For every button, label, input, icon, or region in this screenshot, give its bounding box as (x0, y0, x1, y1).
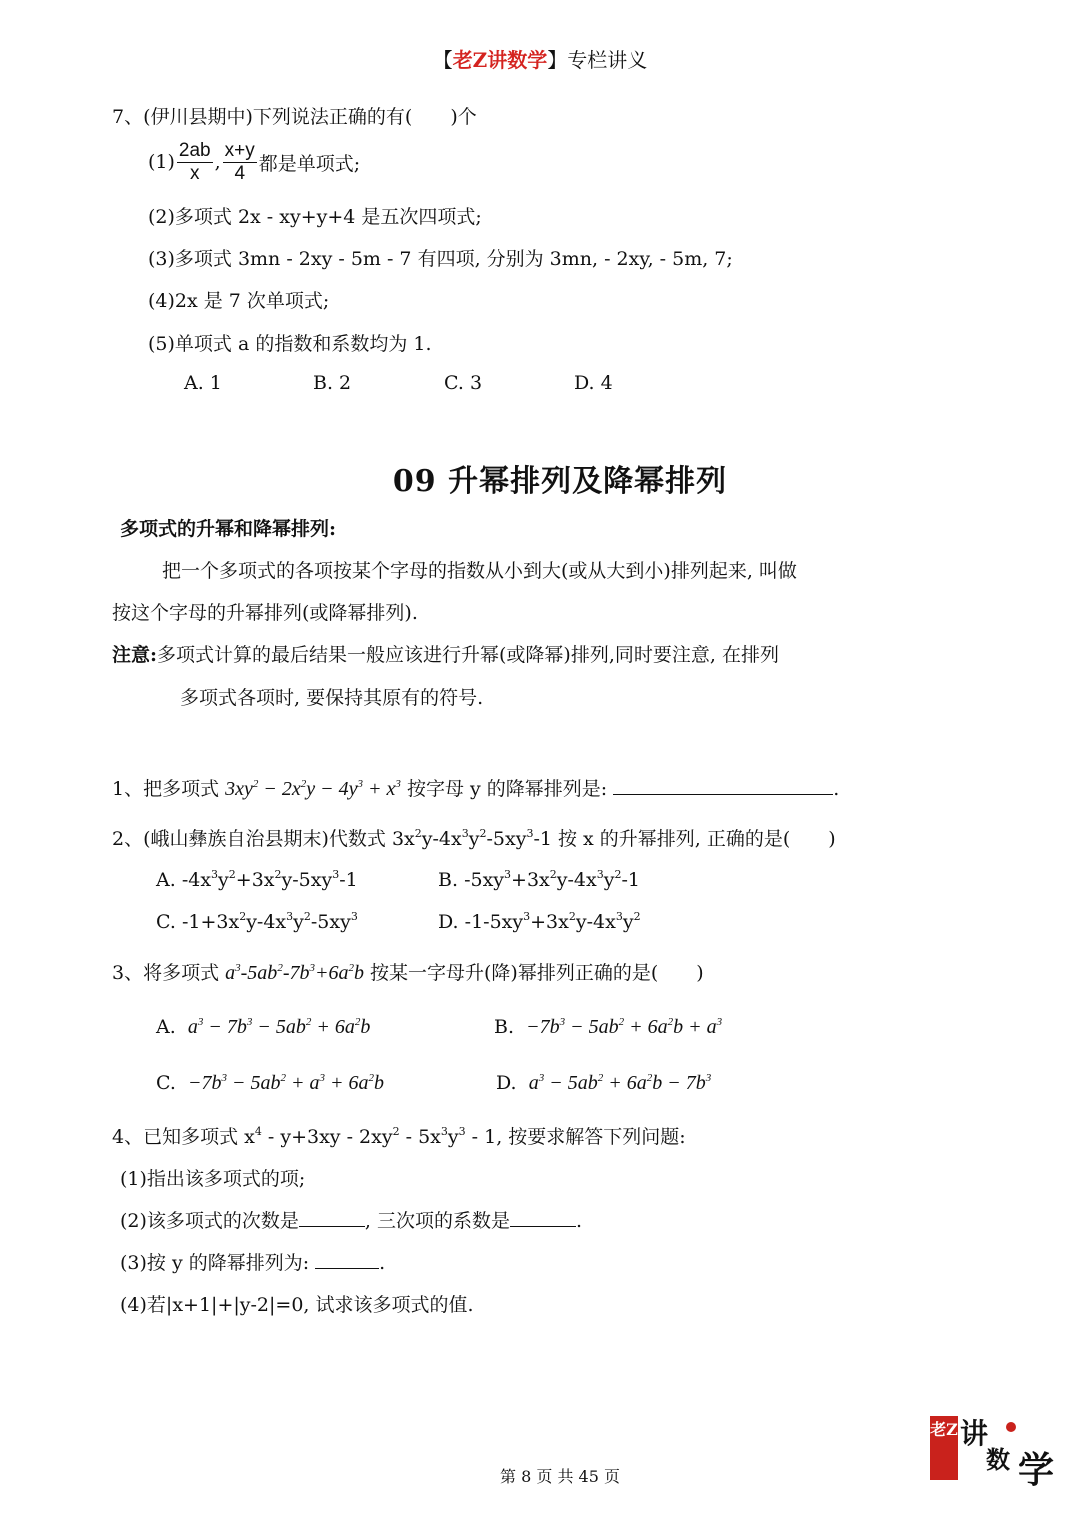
option-part: y-4x (246, 911, 287, 933)
q7-option-d: D. 4 (574, 372, 613, 394)
option-part: -5xy (310, 911, 351, 933)
exponent: 3 (246, 1016, 253, 1028)
q4-stem-part: 4、已知多项式 x (112, 1126, 255, 1148)
q7-option-c: C. 3 (444, 372, 483, 394)
exponent: 2 (354, 1016, 361, 1028)
exponent: 2 (549, 868, 557, 881)
exponent: 3 (211, 868, 219, 881)
note-label: 注意: (112, 644, 158, 666)
option-part: +3x (530, 911, 569, 933)
option-expression (188, 1016, 371, 1038)
exponent: 2 (618, 1016, 625, 1028)
fraction-numerator: 2ab (178, 140, 211, 161)
exponent: 3 (309, 962, 315, 974)
term: a (528, 1072, 539, 1094)
exponent: 2 (305, 1016, 312, 1028)
exponent: 2 (300, 778, 307, 790)
q1-prefix: 1、把多项式 (112, 778, 226, 800)
q3-option-d (496, 1072, 711, 1095)
q4-s3-text: (3)按 y 的降幂排列为: (120, 1252, 316, 1274)
answer-blank[interactable] (299, 1210, 365, 1227)
exponent: 2 (274, 868, 282, 881)
term: − 5ab (544, 1072, 598, 1094)
section-heading: 多项式的升幂和降幂排列: (120, 518, 337, 540)
option-part: y-5xy (281, 869, 333, 891)
exponent: 3 (716, 1016, 723, 1028)
q2-stem-part: y-4x (421, 828, 462, 850)
term: − 7b (203, 1016, 247, 1038)
option-label: A. (156, 1016, 176, 1038)
q3-suffix: 按某一字母升(降)幂排列正确的是( ) (363, 962, 704, 984)
q7-statement-5: (5)单项式 a 的指数和系数均为 1. (148, 333, 432, 355)
seal-dot (1006, 1422, 1016, 1432)
exponent: 2 (239, 910, 247, 923)
option-part: y-4x (556, 869, 597, 891)
note-text-1: 多项式计算的最后结果一般应该进行升幂(或降幂)排列,同时要注意, 在排列 (157, 644, 779, 666)
term: − 2x (258, 778, 301, 800)
term: a (187, 1016, 198, 1038)
term: b + a (673, 1016, 717, 1038)
exponent: 2 (479, 827, 487, 840)
q7-stem: 7、(伊川县期中)下列说法正确的有( )个 (112, 106, 477, 128)
exponent: 2 (392, 1125, 400, 1138)
header-brand: 老Z讲数学 (452, 48, 548, 72)
exponent: 3 (559, 1016, 566, 1028)
option-part: -1-5xy (464, 911, 524, 933)
exponent: 2 (614, 868, 622, 881)
exponent: 3 (705, 1072, 712, 1084)
seal-char-3: 学 (1018, 1449, 1055, 1491)
option-part: y (622, 911, 634, 933)
exponent: 2 (414, 827, 422, 840)
exponent: 3 (197, 1016, 204, 1028)
term: a (225, 962, 236, 984)
q4-s2-text: . (576, 1210, 583, 1232)
exponent: 3 (538, 1072, 545, 1084)
option-part: -1+3x (181, 911, 240, 933)
note-line-2: 多项式各项时, 要保持其原有的符号. (180, 687, 484, 709)
option-expression (188, 1072, 384, 1094)
exponent: 3 (235, 962, 241, 974)
term: −7b (188, 1072, 222, 1094)
term: − 5ab (227, 1072, 281, 1094)
exponent: 3 (440, 1125, 448, 1138)
q2-stem-part: -1 按 x 的升幂排列, 正确的是( ) (533, 828, 836, 850)
q1-polynomial (225, 778, 401, 800)
exponent: 2 (633, 910, 641, 923)
term: b (353, 962, 364, 984)
term: b (374, 1072, 384, 1094)
q2-option-a (156, 868, 358, 891)
logo-seal (930, 1412, 1060, 1492)
q3-option-b (494, 1016, 722, 1039)
q7-statement-1 (148, 140, 360, 185)
term: + a (286, 1072, 320, 1094)
term: b − 7b (652, 1072, 706, 1094)
q4-sub-2 (120, 1206, 582, 1233)
term: − 5ab (252, 1016, 306, 1038)
header-bracket-close: 】 (547, 48, 568, 72)
exponent: 2 (646, 1072, 653, 1084)
term: + 6a (624, 1016, 668, 1038)
q2-option-b (438, 868, 640, 891)
term: + x (363, 778, 396, 800)
section-title: 09 升幂排列及降幂排列 (392, 464, 728, 499)
exponent: 3 (596, 868, 604, 881)
q2-option-c (156, 910, 358, 933)
option-label: B. (438, 869, 459, 891)
term: 3xy (225, 778, 253, 800)
q4-s2-text: (2)该多项式的次数是 (120, 1210, 299, 1232)
q4-s2-text: , 三次项的系数是 (364, 1210, 511, 1232)
q2-stem-part: 2、(峨山彝族自治县期末)代数式 3x (112, 828, 415, 850)
option-label: A. (156, 869, 176, 891)
note-line-1 (112, 640, 779, 667)
q7-statement-4: (4)2x 是 7 次单项式; (148, 290, 330, 312)
q7-s1-separator: , (214, 151, 221, 174)
exponent: 3 (458, 1125, 466, 1138)
q3-option-c (156, 1072, 384, 1095)
fraction-denominator: 4 (234, 162, 246, 184)
option-part: -1 (621, 869, 640, 891)
exponent: 3 (395, 778, 401, 790)
exponent: 3 (615, 910, 623, 923)
q7-option-b: B. 2 (313, 372, 352, 394)
exponent: 3 (221, 1072, 227, 1084)
exponent: 3 (461, 827, 469, 840)
term: y − 4y (306, 778, 358, 800)
term: + 6a (325, 1072, 369, 1094)
exponent: 2 (277, 962, 283, 974)
option-part: -1 (339, 869, 358, 891)
q4-stem-part: - 1, 按要求解答下列问题: (465, 1126, 686, 1148)
term: − 5ab (565, 1016, 619, 1038)
option-label: D. (496, 1072, 517, 1094)
definition-line-2: 按这个字母的升幂排列(或降幂排列). (112, 602, 418, 624)
exponent: 4 (254, 1125, 262, 1138)
q3-polynomial (225, 962, 364, 984)
option-part: -4x (181, 869, 212, 891)
exponent: 3 (286, 910, 294, 923)
option-label: D. (438, 911, 459, 933)
answer-blank[interactable] (315, 1252, 379, 1269)
exponent: 3 (504, 868, 512, 881)
fraction-numerator: x+y (224, 140, 255, 161)
option-label: C. (156, 1072, 176, 1094)
q4-sub-4: (4)若|x+1|+|y-2|=0, 试求该多项式的值. (120, 1294, 474, 1316)
q4-s3-text: . (379, 1252, 386, 1274)
q3-stem (112, 958, 704, 985)
definition-line-1: 把一个多项式的各项按某个字母的指数从小到大(或从大到小)排列起来, 叫做 (162, 560, 797, 582)
exponent: 3 (350, 910, 358, 923)
q1-line (112, 774, 839, 801)
page-number: 第 8 页 共 45 页 (500, 1467, 620, 1486)
term: -5ab (240, 962, 278, 984)
option-label: B. (494, 1016, 515, 1038)
option-part: y-4x (575, 911, 616, 933)
option-part: y (293, 911, 304, 933)
q4-stem-part: - y+3xy - 2xy (261, 1126, 393, 1148)
seal-red-block: 老Z (930, 1416, 958, 1480)
answer-blank[interactable] (613, 776, 833, 795)
answer-blank[interactable] (510, 1210, 576, 1227)
exponent: 2 (568, 910, 576, 923)
exponent: 2 (303, 910, 311, 923)
seal-char-1: 讲 (960, 1417, 989, 1450)
option-expression (529, 1072, 712, 1094)
exponent: 2 (597, 1072, 604, 1084)
exponent: 3 (523, 910, 531, 923)
seal-char-2: 数 (986, 1445, 1010, 1474)
q3-option-a (156, 1016, 370, 1039)
term: b (360, 1016, 371, 1038)
q4-sub-1: (1)指出该多项式的项; (120, 1168, 306, 1190)
term: + 6a (311, 1016, 355, 1038)
option-part: y (218, 869, 229, 891)
option-part: +3x (235, 869, 275, 891)
term: −7b (526, 1016, 560, 1038)
term: -7b (282, 962, 310, 984)
q4-stem (112, 1122, 686, 1149)
q2-stem-part: y (468, 828, 480, 850)
exponent: 3 (332, 868, 340, 881)
q7-statement-2: (2)多项式 2x - xy+y+4 是五次四项式; (148, 206, 482, 228)
q2-stem (112, 824, 836, 851)
term: +6a (314, 962, 349, 984)
exponent: 2 (667, 1016, 674, 1028)
q4-stem-part: y (447, 1126, 459, 1148)
exponent: 3 (319, 1072, 325, 1084)
q3-prefix: 3、将多项式 (112, 962, 226, 984)
exponent: 2 (280, 1072, 286, 1084)
exponent: 2 (348, 962, 354, 974)
fraction-xy-over-4 (223, 140, 257, 185)
option-label: C. (156, 911, 176, 933)
option-part: -5xy (464, 869, 505, 891)
exponent: 2 (228, 868, 236, 881)
exponent: 3 (526, 827, 534, 840)
page-header (0, 44, 1080, 73)
option-expression (526, 1016, 722, 1038)
header-bracket-open: 【 (432, 48, 453, 72)
term: + 6a (603, 1072, 647, 1094)
q2-stem-part: -5xy (486, 828, 527, 850)
option-part: y (603, 869, 615, 891)
fraction-denominator: x (190, 162, 200, 184)
exponent: 2 (368, 1072, 374, 1084)
q7-option-a: A. 1 (184, 372, 222, 394)
exponent: 3 (357, 778, 364, 790)
q2-option-d (438, 910, 641, 933)
option-part: +3x (511, 869, 550, 891)
fraction-2ab-over-x (177, 140, 213, 185)
q1-end: . (833, 778, 840, 800)
header-subtitle: 专栏讲义 (567, 48, 648, 72)
q1-suffix: 按字母 y 的降幂排列是: (400, 778, 614, 800)
q7-s1-suffix: 都是单项式; (258, 152, 361, 175)
q7-statement-3: (3)多项式 3mn - 2xy - 5m - 7 有四项, 分别为 3mn, - 2xy, - 5m, 7; (148, 248, 733, 270)
q4-stem-part: - 5x (399, 1126, 441, 1148)
q7-s1-prefix: (1) (148, 151, 175, 174)
q4-sub-3 (120, 1248, 385, 1275)
exponent: 2 (252, 778, 259, 790)
